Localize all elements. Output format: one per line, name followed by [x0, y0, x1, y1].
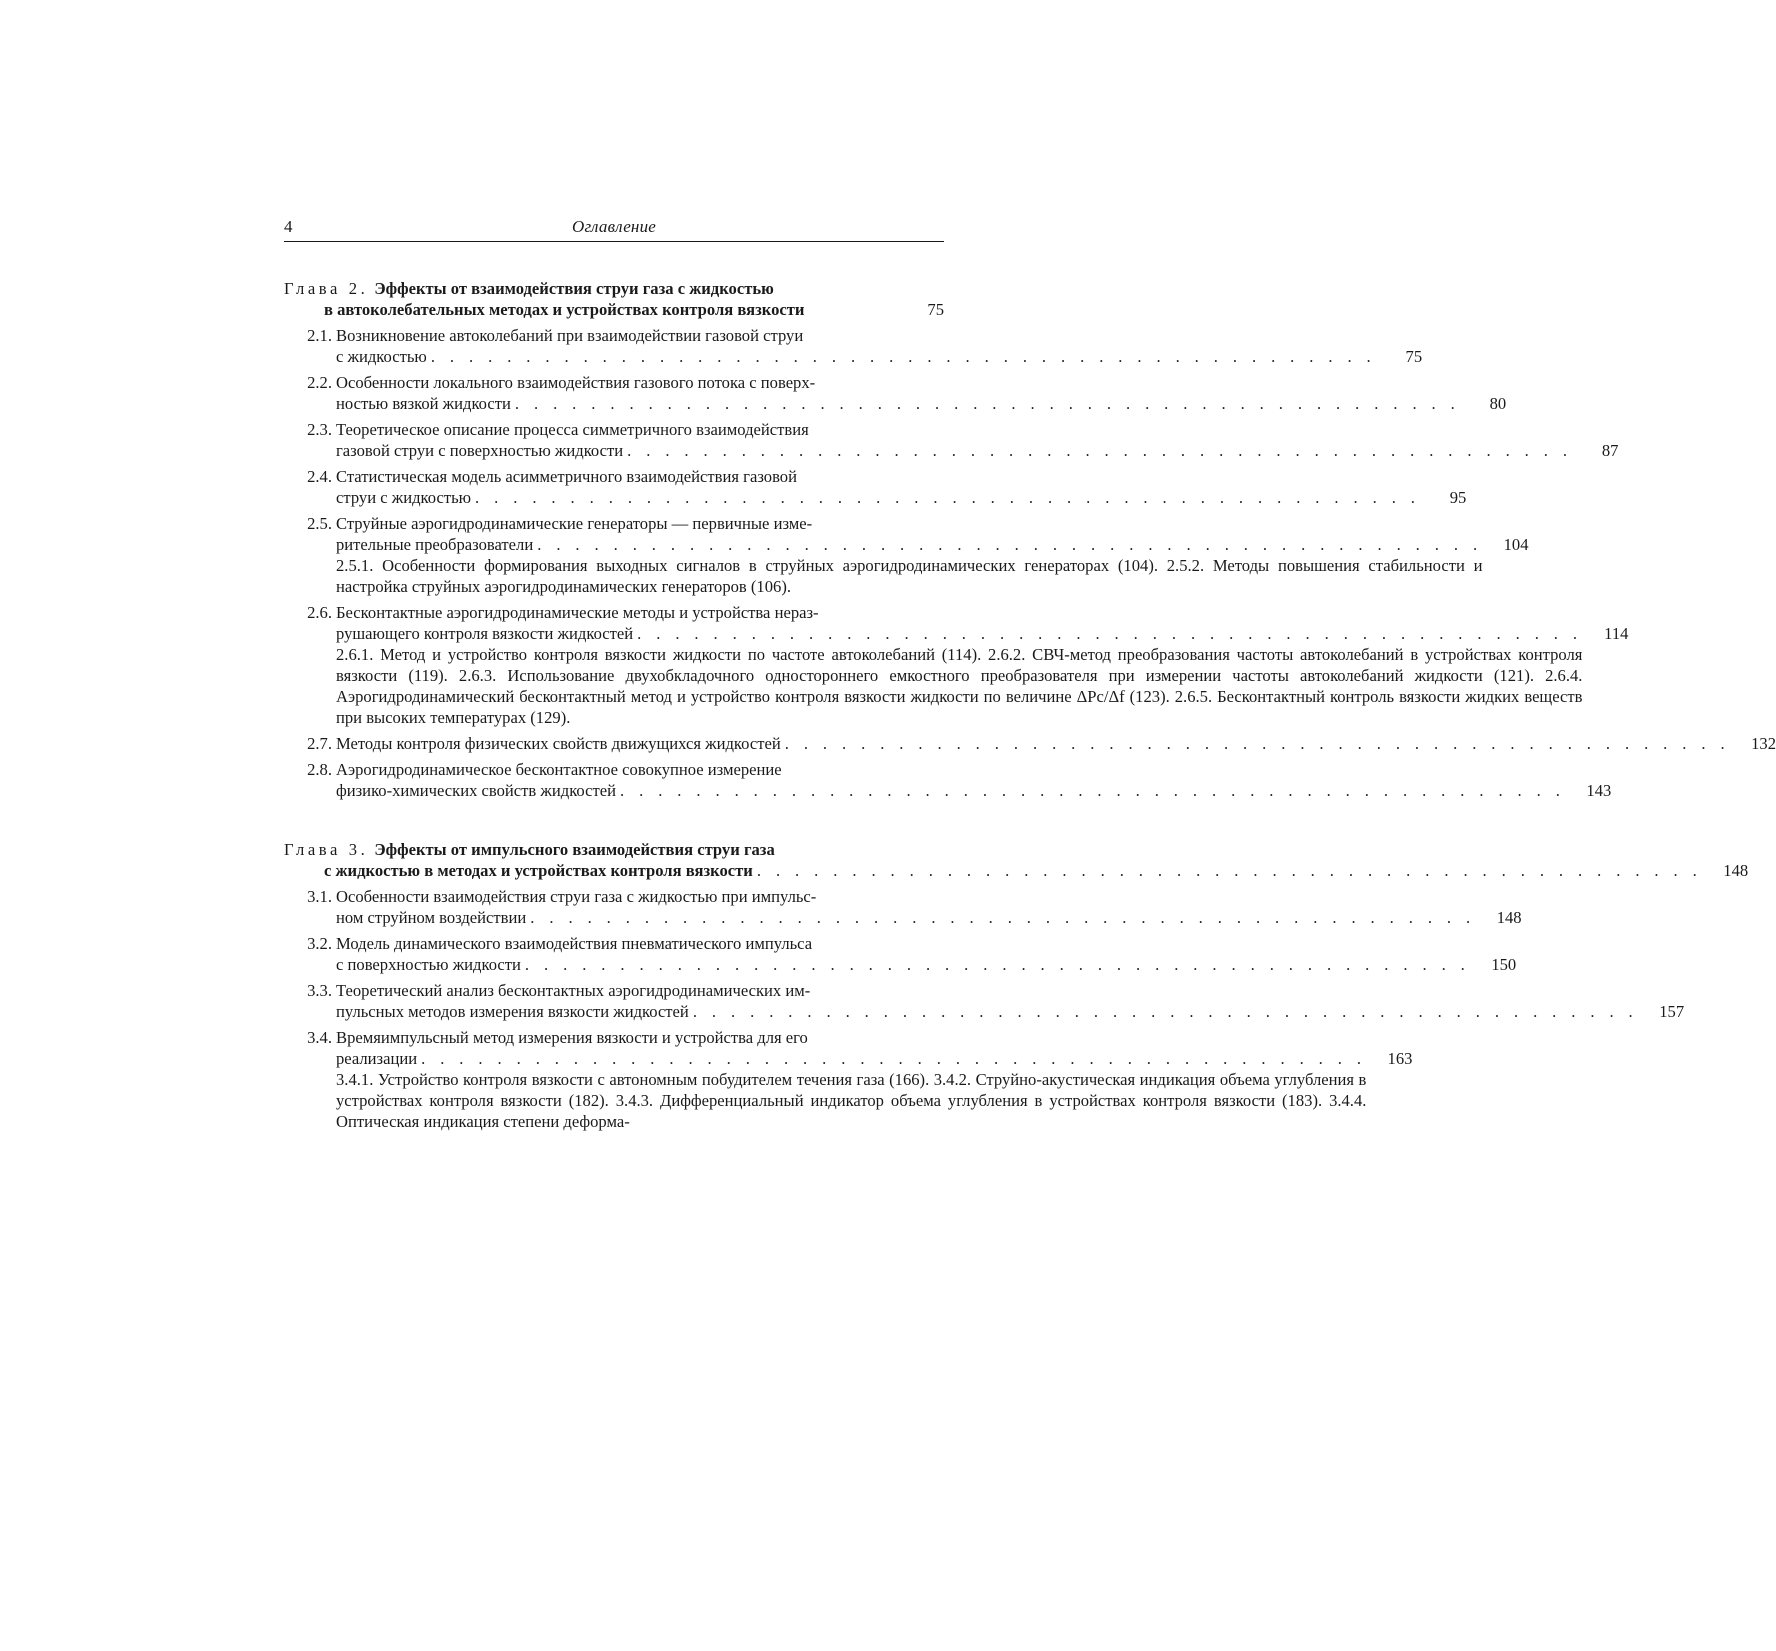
leader-dots: . . . . . . . . . . . . . . . . . . . . . . . . . . . . . . . . . . . . . . . . . . . . . . . . . .: [627, 441, 1573, 460]
entry-number: 2.5.: [307, 514, 332, 533]
entry-title: Аэрогидродинамическое бесконтактное совокупное измерение: [336, 760, 782, 779]
chapter-label: Глава 2.: [284, 279, 369, 298]
leader-dots: . . . . . . . . . . . . . . . . . . . . . . . . . . . . . . . . . . . . . . . . . . . . . . . . . .: [530, 908, 1476, 927]
toc-entry: [284, 759, 1612, 801]
toc-entry: [284, 372, 1507, 414]
entry-title: Времяимпульсный метод измерения вязкости и устройства для его: [336, 1028, 808, 1047]
entry-number: 2.2.: [307, 373, 332, 392]
entry-title-end: Методы контроля физических свойств движущихся жидкостей: [336, 734, 781, 753]
entry-title-end: газовой струи с поверхностью жидкости: [336, 441, 624, 460]
entry-title: Теоретическое описание процесса симметричного взаимодействия: [336, 420, 809, 439]
entry-number: 3.2.: [307, 934, 332, 953]
page-number: 4: [284, 217, 293, 236]
entry-page: 114: [1604, 624, 1629, 643]
entry-page: 148: [1496, 908, 1522, 927]
entry-title-end: рительные преобразователи: [336, 535, 534, 554]
leader-dots: . . . . . . . . . . . . . . . . . . . . . . . . . . . . . . . . . . . . . . . . . . . . . . . . . .: [620, 781, 1566, 800]
entry-page: 75: [1405, 347, 1423, 366]
entry-title: Возникновение автоколебаний при взаимодействии газовой струи: [336, 326, 804, 345]
entry-number: 2.4.: [307, 467, 332, 486]
entry-title-end: реализации: [336, 1049, 418, 1068]
entry-number: 2.8.: [307, 760, 332, 779]
entry-title: Особенности локального взаимодействия газового потока с поверх-: [336, 373, 816, 392]
leader-dots: . . . . . . . . . . . . . . . . . . . . . . . . . . . . . . . . . . . . . . . . . . . . . . . . . .: [475, 488, 1421, 507]
leader-dots: . . . . . . . . . . . . . . . . . . . . . . . . . . . . . . . . . . . . . . . . . . . . . . . . . .: [637, 624, 1583, 643]
entry-number: 2.6.: [307, 603, 332, 622]
toc-entry: [284, 466, 1467, 508]
entry-title-end: ностью вязкой жидкости: [336, 394, 511, 413]
toc-entry: [284, 419, 1619, 461]
chapter-title-line1: Эффекты от импульсного взаимодействия струи газа: [374, 840, 775, 859]
subsection-list: 2.6.1. Метод и устройство контроля вязкости жидкости по частоте автоколебаний (114). 2.6.2. СВЧ-метод преобразования частоты автоколебаний в устройствах контроля вязкости (119). 2.6.3. Использование двухобкладочного одностороннего емкостного преобразователя при измерении частоты автоколебаний жидкости (121). 2.6.4. Аэрогидродинамический бесконтактный метод и устройство контроля вязкости жидкости по величине ΔPc/Δf (123). 2.6.5. Бесконтактный контроль вязкости жидких веществ при высоких температурах (129).: [336, 645, 1583, 727]
entry-number: 2.3.: [307, 420, 332, 439]
toc-entry: [284, 325, 1423, 367]
leader-dots: . . . . . . . . . . . . . . . . . . . . . . . . . . . . . . . . . . . . . . . . . . . . . . . . . .: [421, 1049, 1367, 1068]
toc-entry: [284, 1027, 1413, 1132]
page-header: [284, 214, 944, 242]
leader-dots: . . . . . . . . . . . . . . . . . . . . . . . . . . . . . . . . . . . . . . . . . . . . . . . . . .: [692, 1002, 1639, 1021]
toc-page: [284, 214, 1776, 1132]
subsection-list: 3.4.1. Устройство контроля вязкости с автономным побудителем течения газа (166). 3.4.2. Струйно-акустическая индикация объема углубления в устройствах контроля вязкости (182). 3.4.3. Дифференциальный индикатор объема углубления в устройствах контроля вязкости (183). 3.4.4. Оптическая индикация степени деформа-: [336, 1070, 1367, 1131]
toc-entry: [284, 886, 1522, 928]
toc-entry: [284, 733, 1776, 754]
toc-entry: [284, 980, 1685, 1022]
entry-number: 3.3.: [307, 981, 332, 1000]
entry-title-end: струи с жидкостью: [336, 488, 472, 507]
entry-page: 80: [1489, 394, 1507, 413]
toc-entry: [284, 933, 1517, 975]
chapter-3: [284, 839, 1749, 1132]
toc-entry: [284, 602, 1629, 728]
toc-entry: [284, 513, 1529, 597]
entry-title: Струйные аэрогидродинамические генераторы — первичные изме-: [336, 514, 813, 533]
entry-title-end: рушающего контроля вязкости жидкостей: [336, 624, 634, 643]
entry-page: 132: [1751, 734, 1776, 753]
leader-dots: . . . . . . . . . . . . . . . . . . . . . . . . . . . . . . . . . . . . . . . . . . . . . . . . . .: [756, 861, 1703, 880]
leader-dots: . . . . . . . . . . . . . . . . . . . . . . . . . . . . . . . . . . . . . . . . . . . . . . . . . .: [524, 955, 1471, 974]
entry-page: 143: [1586, 781, 1612, 800]
entry-page: 163: [1387, 1049, 1413, 1068]
entry-title: Особенности взаимодействия струи газа с жидкостью при импульс-: [336, 887, 817, 906]
leader-dots: . . . . . . . . . . . . . . . . . . . . . . . . . . . . . . . . . . . . . . . . . . . . . . . . . .: [784, 734, 1731, 753]
leader-dots: . . . . . . . . . . . . . . . . . . . . . . . . . . . . . . . . . . . . . . . . . . . . . . . . . .: [514, 394, 1461, 413]
chapter-page: 75: [927, 300, 944, 319]
leader-dots: . . . . . . . . . . . . . . . . . . . . . . . . . . . . . . . . . . . . . . . . . . . . . . . . . .: [430, 347, 1377, 366]
entry-title: Модель динамического взаимодействия пневматического импульса: [336, 934, 813, 953]
chapter-title-line2: с жидкостью в методах и устройствах контроля вязкости: [324, 861, 753, 880]
subsection-list: 2.5.1. Особенности формирования выходных сигналов в струйных аэрогидродинамических генераторах (104). 2.5.2. Методы повышения стабильности и настройка струйных аэрогидродинамических генераторов (106).: [336, 556, 1483, 596]
entry-page: 95: [1449, 488, 1467, 507]
entry-title: Статистическая модель асимметричного взаимодействия газовой: [336, 467, 797, 486]
entry-page: 150: [1491, 955, 1517, 974]
chapter-2: [284, 278, 1776, 801]
running-title: Оглавление: [571, 217, 657, 236]
entry-title-end: физико-химических свойств жидкостей: [336, 781, 616, 800]
entry-number: 2.7.: [307, 734, 332, 753]
entry-title-end: с жидкостью: [336, 347, 427, 366]
entry-page: 104: [1503, 535, 1529, 554]
chapter-page: 148: [1723, 861, 1749, 880]
entry-page: 87: [1601, 441, 1619, 460]
entry-title-end: с поверхностью жидкости: [336, 955, 521, 974]
entry-title-end: пульсных методов измерения вязкости жидкостей: [336, 1002, 689, 1021]
entry-number: 2.1.: [307, 326, 332, 345]
entry-title: Бесконтактные аэрогидродинамические методы и устройства нераз-: [336, 603, 819, 622]
leader-dots: . . . . . . . . . . . . . . . . . . . . . . . . . . . . . . . . . . . . . . . . . . . . . . . . . .: [537, 535, 1483, 554]
entry-title-end: ном струйном воздействии: [336, 908, 527, 927]
entry-title: Теоретический анализ бесконтактных аэрогидродинамических им-: [336, 981, 811, 1000]
entry-page: 157: [1659, 1002, 1685, 1021]
entry-number: 3.4.: [307, 1028, 332, 1047]
chapter-title-line1: Эффекты от взаимодействия струи газа с жидкостью: [374, 279, 774, 298]
chapter-label: Глава 3.: [284, 840, 369, 859]
chapter-title-line2: в автоколебательных методах и устройствах контроля вязкости: [324, 300, 805, 319]
entry-number: 3.1.: [307, 887, 332, 906]
